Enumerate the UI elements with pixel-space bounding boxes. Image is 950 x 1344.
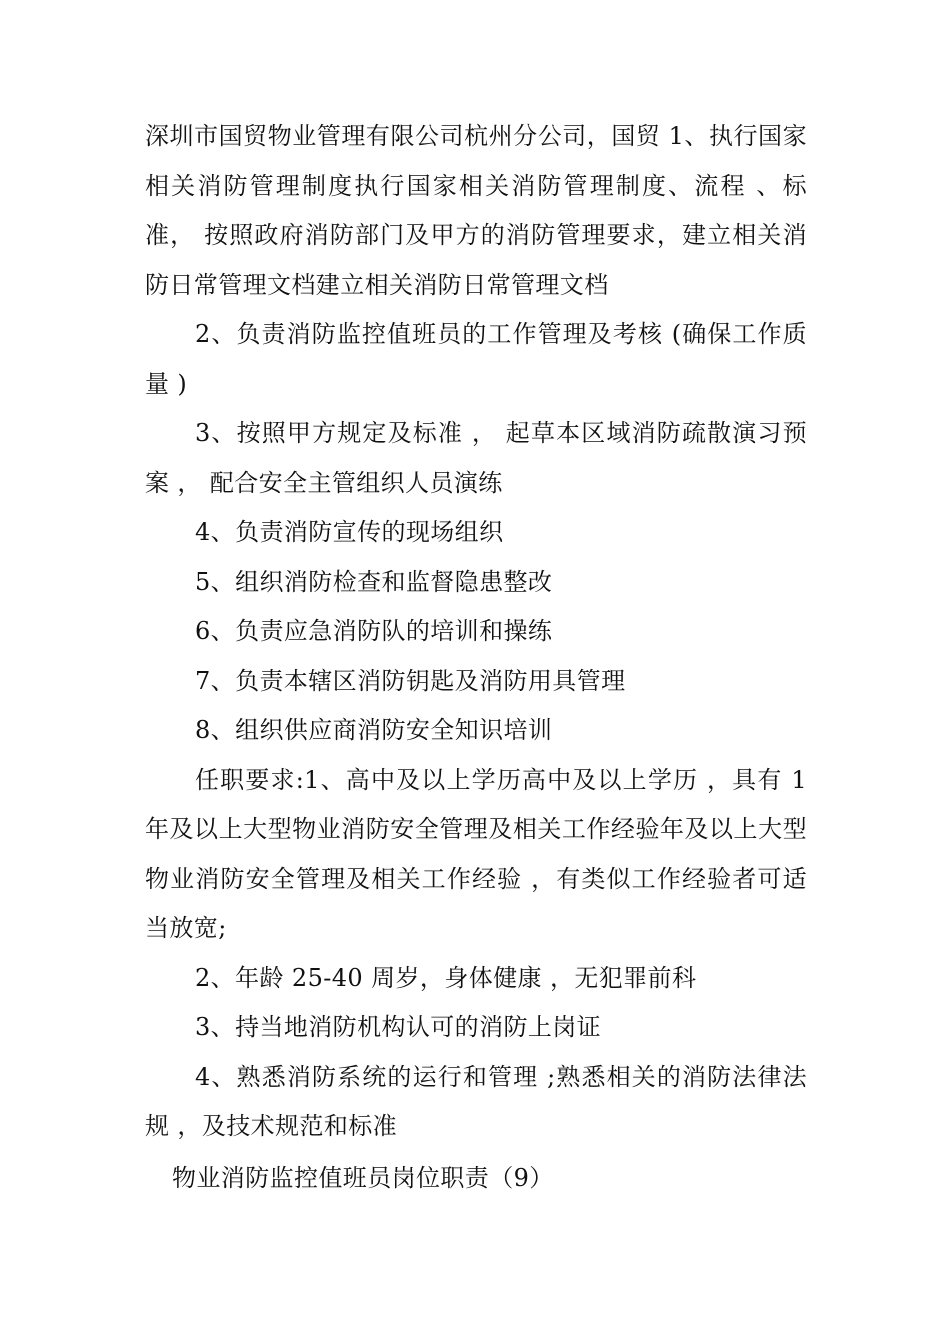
paragraph-requirement-3: 3、持当地消防机构认可的消防上岗证 (195, 1013, 602, 1041)
paragraph-item-2: 2、负责消防监控值班员的工作管理及考核 (确保工作质量 ) (145, 320, 807, 398)
paragraph-intro: 深圳市国贸物业管理有限公司杭州分公司，国贸 1、执行国家相关消防管理制度执行国家相关消防管理制度、流程 、标准， 按照政府消防部门及甲方的消防管理要求，建立相关消防日常管理文档建立相关消防日常管理文档 (145, 122, 807, 299)
document-body (145, 112, 807, 1152)
paragraph-item-6: 6、负责应急消防队的培训和操练 (195, 617, 553, 645)
section-heading: 物业消防监控值班员岗位职责（9） (172, 1164, 554, 1192)
paragraph-item-3: 3、按照甲方规定及标准 ， 起草本区域消防疏散演习预案 ， 配合安全主管组织人员演练 (145, 419, 807, 497)
paragraph-item-4: 4、负责消防宣传的现场组织 (195, 518, 504, 546)
paragraph-requirements: 任职要求:1、高中及以上学历高中及以上学历 ，具有 1 年及以上大型物业消防安全管理及相关工作经验年及以上大型物业消防安全管理及相关工作经验 ，有类似工作经验者可适当放宽; (145, 765, 807, 942)
paragraph-requirement-2: 2、年龄 25-40 周岁，身体健康 ，无犯罪前科 (195, 963, 697, 992)
paragraph-requirement-4: 4、熟悉消防系统的运行和管理 ;熟悉相关的消防法律法规 ，及技术规范和标准 (145, 1062, 807, 1140)
paragraph-item-5: 5、组织消防检查和监督隐患整改 (195, 567, 553, 596)
paragraph-item-7: 7、负责本辖区消防钥匙及消防用具管理 (195, 666, 626, 695)
paragraph-item-8: 8、组织供应商消防安全知识培训 (195, 716, 553, 744)
